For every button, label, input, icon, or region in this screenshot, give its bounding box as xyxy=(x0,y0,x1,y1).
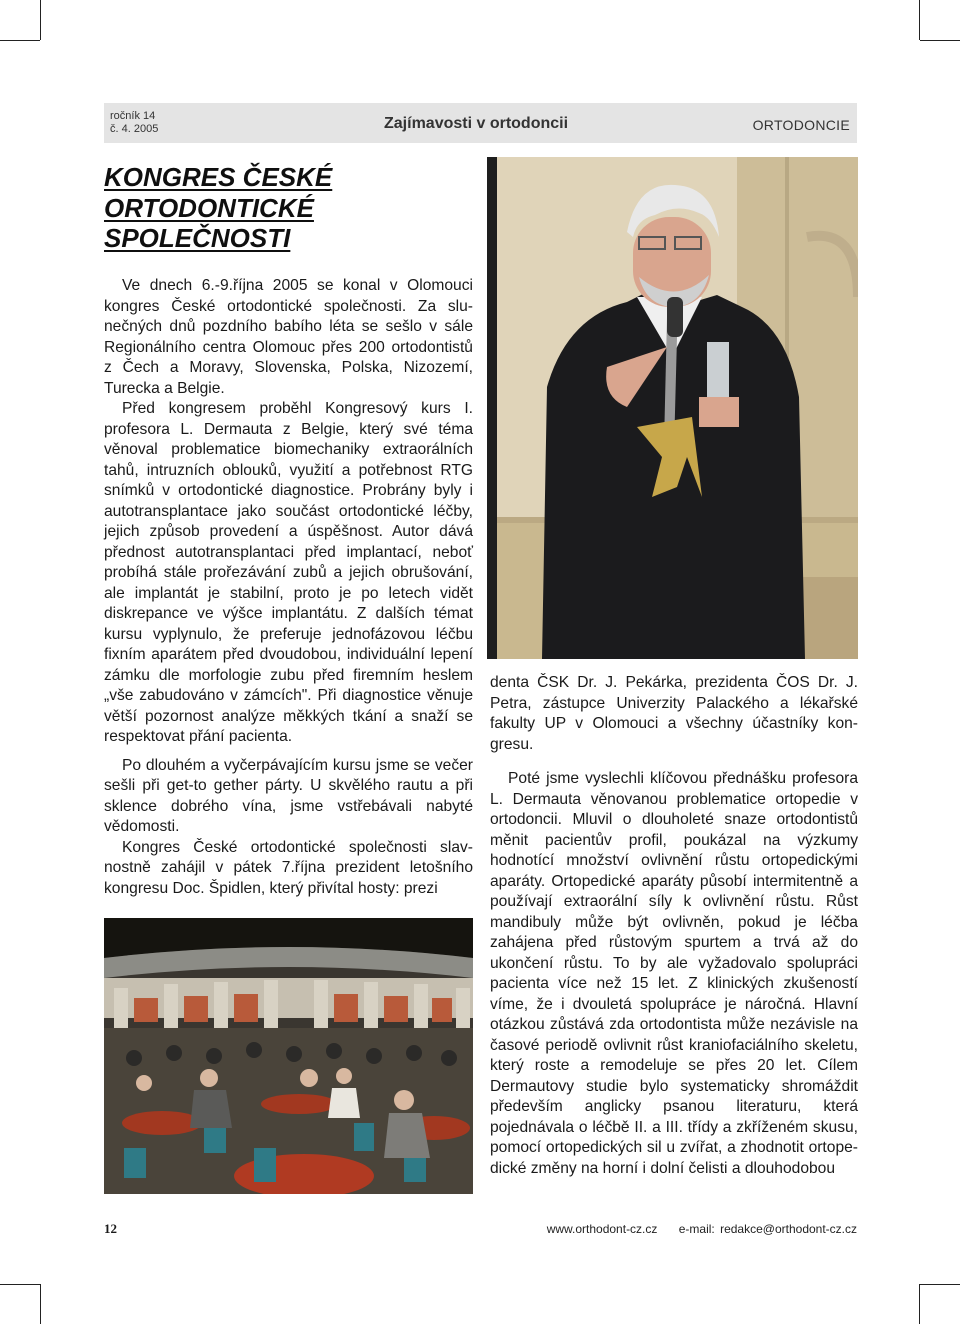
volume-label: ročník 14 xyxy=(110,110,156,122)
issue-label: č. 4. 2005 xyxy=(110,123,159,135)
crop-mark xyxy=(40,0,41,40)
crop-mark xyxy=(919,0,920,40)
section-name: ORTODONCIE xyxy=(752,117,850,133)
article-body-left xyxy=(104,276,473,899)
paragraph: denta ČSK Dr. J. Pekárka, prezidenta ČOS Dr. J. Petra, zástupce Univerzity Palackého a lékařské fakulty UP v Olomouci a všechny účastníky kongresu. xyxy=(490,674,858,753)
paragraph: Ve dnech 6.-9.října 2005 se konal v Olomouci kongres České ortodontické společnosti. Za slunečných dnů pozdního babího léta se sešlo v sále Regionálního centra Olomouc přes 200 ortodontistů z Čech a Moravy, Slovenska, Polska, Nizozemí, Turecka a Belgie. xyxy=(104,277,473,397)
page-number: 12 xyxy=(104,1221,117,1236)
audience-photo xyxy=(104,918,473,1194)
crop-mark xyxy=(40,1284,41,1324)
page-header xyxy=(104,103,857,143)
website-link[interactable]: www.orthodont-cz.cz xyxy=(546,1222,658,1236)
paragraph: Před kongresem proběhl Kongresový kurs I. profesora L. Dermauta z Belgie, který své téma věnoval problematice biomechaniky extraorálních tahů, intruzních oblouků, využití a potřebnost RTG snímků v ortodontické diagnostice. Probrány byly i autotransplantace jako součást ortodontické léčby, jejich způsob provedení a úspěšnost. Autor dává přednost autotransplantaci před implantací, neboť probíhá stále prořezávání zubů a jejich obrušování, ale implantát je stabilní, proto je po letech vidět diskrepance ve výšce implantátu. Z dalších témat kursu vyplynulo, že preferuje jednofázovou léčbu fixním aparátem před dvoudobou, individuální lepení zámku dle morfologie zubu před firemním heslem „vše zabudováno v zámcích". Při diagnostice věnuje větší pozornost analýze měkkých tkání a snaží se respektovat přání pacienta. xyxy=(104,400,473,745)
crop-mark xyxy=(0,40,40,41)
audience-photo-image xyxy=(104,918,473,1194)
title-line: SPOLEČNOSTI xyxy=(104,223,291,253)
email-link[interactable]: e-mail: redakce@orthodont-cz.cz xyxy=(678,1222,857,1236)
footer-contact xyxy=(547,1222,857,1236)
paragraph: Po dlouhém a vyčerpávajícím kursu jsme se večer sešli při get-to gether párty. U skvělého rautu a při sklence dobrého vína, jsme vstřebávali nabyté vědomosti. xyxy=(104,756,473,835)
paragraph: Poté jsme vyslechli klíčovou přednášku profesora L. Dermauta věnovanou problematice ortopedie v ortodoncii. Mluvil o dlouholeté snaze ortodontistů měnit pacientův profil, poukázal na výzkumy hodnotící množství ovlivnění růstu ortopedickými aparáty. Ortopedické aparáty působí intermitentně a používají extraorální síly k ovlivnění růstu. Růst mandibuly může být ovlivněn, pokud je léčba zahájena před růstovým spurtem a trvá až do ukončení růstu. To by ale vyžadovalo spolupráci pacienta více než 15 let. Z klinických zkušeností víme, že i dvouletá spolupráce je náročná. Hlavní otázkou zůstává zda ortodontista může nezávisle na časové periodě ovlivnit růst kraniofaciálního skeletu, který roste a remodeluje se přes 20 let. Cílem Dermautovy studie bylo systematicky shromáždit především anglicky psanou literaturu, která pojednávala o léčbě II. a III. třídy a zkříženém skusu, pomocí ortopedických sil u zvířat, a zhodnotit ortopedické změny na horní i dolní čelisti a dlouhodobou xyxy=(490,770,858,1177)
journal-title: Zajímavosti v ortodoncii xyxy=(384,115,569,132)
speaker-photo xyxy=(487,157,858,659)
crop-mark xyxy=(920,40,960,41)
crop-mark xyxy=(920,1284,960,1285)
title-line: ORTODONTICKÉ xyxy=(104,192,314,223)
speaker-photo-image xyxy=(487,157,858,659)
article-body-right-continuation xyxy=(490,673,858,755)
title-line: KONGRES ČESKÉ xyxy=(104,162,333,192)
crop-mark xyxy=(0,1284,40,1285)
issue-info xyxy=(110,110,158,136)
paragraph: Kongres České ortodontické společnosti slavnostně zahájil v pátek 7.října prezident letošního kongresu Doc. Špidlen, který přivítal hosty: prezi xyxy=(104,838,473,897)
article-body-right xyxy=(490,769,858,1179)
article-title xyxy=(104,162,484,254)
crop-mark xyxy=(919,1284,920,1324)
